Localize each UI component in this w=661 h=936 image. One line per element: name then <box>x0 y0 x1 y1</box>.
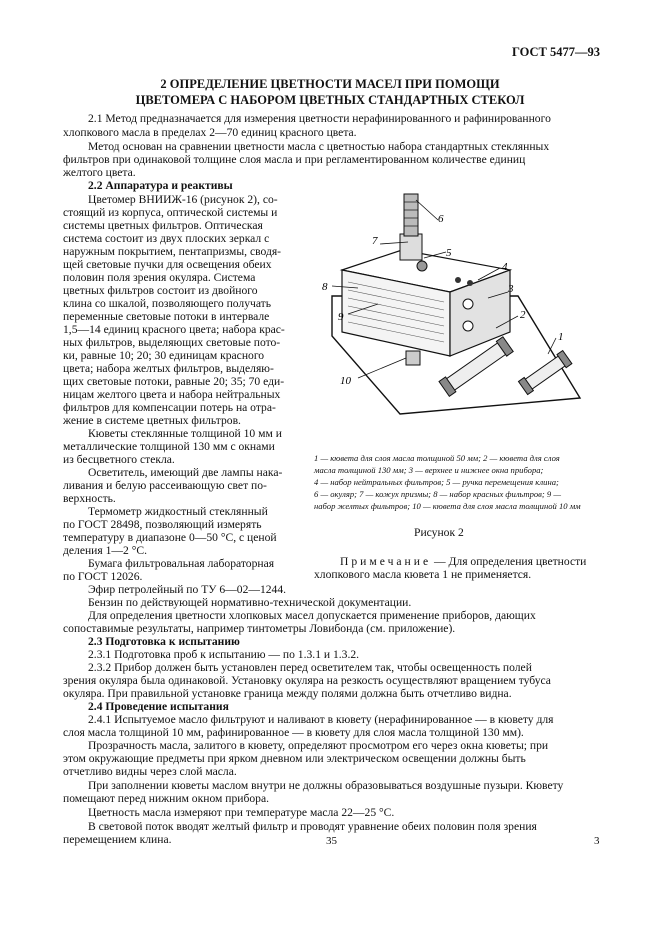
note-label: Примечание <box>340 555 432 568</box>
text-line: наружным покрытием, пентапризмы, сводя- <box>63 245 282 258</box>
page-number-center: 35 <box>326 835 337 847</box>
figure-title: Рисунок 2 <box>414 526 464 539</box>
page-number-right: 3 <box>594 835 600 847</box>
paragraph: этом окружающие предметы при ярком дневном или электрическом освещении должны быть <box>63 752 526 765</box>
text-line: по ГОСТ 28498, позволяющий измерять <box>63 518 262 531</box>
paragraph: Цветность масла измеряют при температуре масла 22—25 °С. <box>88 806 395 819</box>
text-line: металлические толщиной 130 мм с окнами <box>63 440 275 453</box>
text-line: щей световые пучки для освещения обеих <box>63 258 272 271</box>
paragraph: слоя масла толщиной 10 мм, рафинированное — в кювету для слоя масла толщиной 130 мм). <box>63 726 524 739</box>
section-title-line2: ЦВЕТОМЕРА С НАБОРОМ ЦВЕТНЫХ СТАНДАРТНЫХ СТЕКОЛ <box>135 93 525 107</box>
figure-caption-line: масла толщиной 130 мм; 3 — верхнее и нижнее окна прибора; <box>314 465 544 475</box>
text-line: ливания и белую рассеивающую свет по- <box>63 479 267 492</box>
text-line: клина со шкалой, позволяющего получать <box>63 297 272 310</box>
text-line: температуру в диапазоне 0—50 °С, с ценой <box>63 531 277 544</box>
section-title-line1: 2 ОПРЕДЕЛЕНИЕ ЦВЕТНОСТИ МАСЕЛ ПРИ ПОМОЩИ <box>160 77 500 91</box>
paragraph: окуляра. При правильной установке граница между полями должна быть отчетливо видна. <box>63 687 512 700</box>
figure-label-3: 3 <box>508 283 514 295</box>
text-line: Осветитель, имеющий две лампы нака- <box>88 466 283 479</box>
text-line: Цветомер ВНИИЖ-16 (рисунок 2), со- <box>88 193 278 206</box>
text-line: Бензин по действующей нормативно-технической документации. <box>88 596 412 609</box>
figure-label-8: 8 <box>322 281 328 293</box>
note-continuation: хлопкового масла кювета 1 не применяется. <box>314 568 532 581</box>
subsection-heading: 2.2 Аппаратура и реактивы <box>88 179 233 192</box>
figure-label-7: 7 <box>372 235 378 247</box>
text-line: ных фильтров, выделяющих световые пото- <box>63 336 281 349</box>
note-text: — Для определения цветности <box>431 555 587 568</box>
text-line: Термометр жидкостный стеклянный <box>88 505 268 518</box>
figure-caption-line: 6 — окуляр; 7 — кожух призмы; 8 — набор красных фильтров; 9 — <box>314 489 561 499</box>
paragraph: отчетливо видны через слой масла. <box>63 765 237 778</box>
figure-label-1: 1 <box>558 331 564 343</box>
text-line: деления 1—2 °С. <box>63 544 147 557</box>
figure-caption-line: 4 — набор нейтральных фильтров; 5 — ручка перемещения клина; <box>314 477 559 487</box>
paragraph: перемещением клина. <box>63 833 172 846</box>
text-line: 1,5—14 единиц красного цвета; набора крас- <box>63 323 285 336</box>
text-line: система состоит из двух плоских зеркал с <box>63 232 270 245</box>
paragraph: При заполнении кюветы маслом внутри не должны образовываться воздушные пузыри. Кювету <box>88 779 564 792</box>
paragraph: желтого цвета. <box>63 166 136 179</box>
note <box>340 555 600 568</box>
text-line: ки, равные 10; 20; 30 единицам красного <box>63 349 265 362</box>
text-line: системы цветных фильтров. Оптическая <box>63 219 263 232</box>
text-line: по ГОСТ 12026. <box>63 570 143 583</box>
text-line: верхность. <box>63 492 116 505</box>
text-line: из бесцветного стекла. <box>63 453 175 466</box>
paragraph: Метод основан на сравнении цветности масла с цветностью набора стандартных стеклянных <box>88 140 550 153</box>
figure-label-6: 6 <box>438 213 444 225</box>
text-line: цвета; набора желтых фильтров, выделяю- <box>63 362 274 375</box>
text-line: стоящий из корпуса, оптической системы и <box>63 206 278 219</box>
paragraph: Прозрачность масла, залитого в кювету, определяют просмотром его через окна кюветы; при <box>88 739 549 752</box>
figure-caption-line: набор желтых фильтров; 10 — кювета для слоя масла толщиной 10 мм <box>314 501 581 511</box>
paragraph: 2.3.1 Подготовка проб к испытанию — по 1.3.1 и 1.3.2. <box>88 648 360 661</box>
paragraph: 2.3.2 Прибор должен быть установлен перед осветителем так, чтобы освещенность полей <box>88 661 532 674</box>
text-line: жение в системе цветных фильтров. <box>63 414 241 427</box>
text-line: Кюветы стеклянные толщиной 10 мм и <box>88 427 282 440</box>
subsection-heading: 2.4 Проведение испытания <box>88 700 229 713</box>
paragraph: фильтров при одинаковой толщине слоя масла и при регламентированном количестве единиц <box>63 153 526 166</box>
paragraph: хлопкового масла в пределах 2—70 единиц красного цвета. <box>63 126 357 139</box>
paragraph: помещают перед нижним окном прибора. <box>63 792 269 805</box>
figure-label-9: 9 <box>338 311 344 323</box>
paragraph: 2.4.1 Испытуемое масло фильтруют и наливают в кювету (нерафинированное — в кювету для <box>88 713 554 726</box>
text-line: щих световые потоки, равные 20; 35; 70 еди- <box>63 375 285 388</box>
text-line: цветных фильтров состоит из двойного <box>63 284 258 297</box>
standard-header: ГОСТ 5477—93 <box>511 45 600 59</box>
text-line: Эфир петролейный по ТУ 6—02—1244. <box>88 583 287 596</box>
text-line: ницам желтого цвета и набора нейтральных <box>63 388 281 401</box>
paragraph: В световой поток вводят желтый фильтр и проводят уравнение обеих половин поля зрения <box>88 820 537 833</box>
figure-caption-line: 1 — кювета для слоя масла толщиной 50 мм; 2 — кювета для слоя <box>314 453 560 463</box>
figure-label-4: 4 <box>502 261 508 273</box>
paragraph: Для определения цветности хлопковых масел допускается применение приборов, дающих <box>88 609 536 622</box>
text-line: Бумага фильтровальная лабораторная <box>88 557 275 570</box>
text-line: половин поля зрения окуляра. Система <box>63 271 256 284</box>
colorimeter-figure <box>318 186 600 448</box>
paragraph: сопоставимые результаты, например тинтометры Ловибонда (см. приложение). <box>63 622 456 635</box>
text-line: переменные световые потоки в интервале <box>63 310 270 323</box>
figure-label-2: 2 <box>520 309 526 321</box>
text-line: фильтров для компенсации потерь на отра- <box>63 401 276 414</box>
paragraph: зрения окуляра была одинаковой. Установку окуляра на резкость осуществляют вращением тубуса <box>63 674 551 687</box>
paragraph: 2.1 Метод предназначается для измерения цветности нерафинированного и рафинированного <box>88 112 551 125</box>
subsection-heading: 2.3 Подготовка к испытанию <box>88 635 240 648</box>
figure-label-10: 10 <box>340 375 351 387</box>
figure-label-5: 5 <box>446 247 452 259</box>
